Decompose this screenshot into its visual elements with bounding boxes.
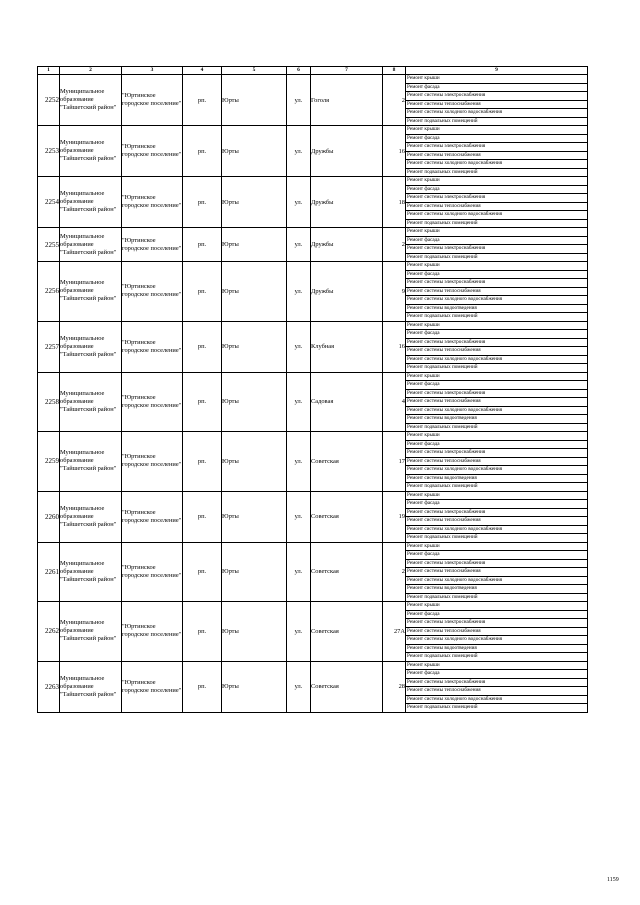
work-item: Ремонт системы электроснабжения xyxy=(406,619,587,628)
table-row xyxy=(38,491,588,542)
work-item: Ремонт фасада xyxy=(406,271,587,280)
row-number: 2261 xyxy=(38,542,60,602)
work-item: Ремонт подвальных помещений xyxy=(407,253,478,260)
street-type: ул. xyxy=(287,177,311,228)
locality-name: Юрты xyxy=(222,491,287,542)
row-number: 2262 xyxy=(38,602,60,662)
street-type: ул. xyxy=(287,372,311,432)
street-type: ул. xyxy=(287,602,311,662)
work-item: Ремонт крыши xyxy=(406,492,587,501)
row-number: 2252 xyxy=(38,75,60,126)
work-item: Ремонт системы теплоснабжения xyxy=(406,101,587,110)
work-item: Ремонт подвальных помещений xyxy=(407,117,478,124)
work-item: Ремонт системы электроснабжения xyxy=(406,679,587,688)
locality-name: Юрты xyxy=(222,126,287,177)
street-type: ул. xyxy=(287,126,311,177)
work-item: Ремонт системы электроснабжения xyxy=(406,509,587,518)
street-name: Советская xyxy=(311,542,383,602)
municipality: Муниципальное образование "Тайшетский район" xyxy=(60,321,122,372)
row-number: 2260 xyxy=(38,491,60,542)
work-item: Ремонт крыши xyxy=(406,543,587,552)
works-list xyxy=(406,75,588,126)
col-header: 2 xyxy=(60,67,122,75)
work-item: Ремонт системы теплоснабжения xyxy=(406,687,587,696)
table-row xyxy=(38,75,588,126)
street-name: Дружбы xyxy=(311,177,383,228)
work-item: Ремонт фасада xyxy=(406,237,587,246)
work-item: Ремонт системы электроснабжения xyxy=(406,390,587,399)
work-item: Ремонт фасада xyxy=(406,381,587,390)
municipality: Муниципальное образование "Тайшетский район" xyxy=(60,372,122,432)
street-name: Дружбы xyxy=(311,262,383,322)
locality-type: рп. xyxy=(183,228,222,262)
works-list xyxy=(406,661,588,712)
house-number: 2 xyxy=(383,228,406,262)
col-header: 5 xyxy=(222,67,287,75)
locality-type: рп. xyxy=(183,262,222,322)
work-item: Ремонт крыши xyxy=(406,432,587,441)
work-item: Ремонт системы электроснабжения xyxy=(406,194,587,203)
house-number: 17 xyxy=(383,432,406,492)
locality-type: рп. xyxy=(183,75,222,126)
settlement: "Юртинское городское поселение" xyxy=(122,602,183,662)
settlement: "Юртинское городское поселение" xyxy=(122,432,183,492)
work-item: Ремонт системы электроснабжения xyxy=(406,245,587,254)
street-name: Садовая xyxy=(311,372,383,432)
municipality: Муниципальное образование "Тайшетский район" xyxy=(60,542,122,602)
work-item: Ремонт системы теплоснабжения xyxy=(406,458,587,467)
work-item: Ремонт системы водоотведения xyxy=(406,305,587,314)
row-number: 2256 xyxy=(38,262,60,322)
capital-repair-table xyxy=(37,66,588,713)
locality-type: рп. xyxy=(183,372,222,432)
settlement: "Юртинское городское поселение" xyxy=(122,126,183,177)
street-type: ул. xyxy=(287,75,311,126)
work-item: Ремонт системы холодного водоснабжения xyxy=(406,466,587,475)
col-header: 8 xyxy=(383,67,406,75)
works-list xyxy=(406,262,588,322)
work-item: Ремонт крыши xyxy=(406,262,587,271)
work-item: Ремонт системы теплоснабжения xyxy=(406,152,587,161)
municipality: Муниципальное образование "Тайшетский район" xyxy=(60,126,122,177)
work-item: Ремонт системы теплоснабжения xyxy=(406,288,587,297)
table-row xyxy=(38,126,588,177)
municipality: Муниципальное образование "Тайшетский район" xyxy=(60,661,122,712)
work-item: Ремонт системы водоотведения xyxy=(406,585,587,594)
work-item: Ремонт фасада xyxy=(406,330,587,339)
work-item: Ремонт системы холодного водоснабжения xyxy=(406,296,587,305)
street-type: ул. xyxy=(287,661,311,712)
work-item: Ремонт фасада xyxy=(406,551,587,560)
locality-type: рп. xyxy=(183,491,222,542)
work-item: Ремонт системы теплоснабжения xyxy=(406,203,587,212)
row-number: 2257 xyxy=(38,321,60,372)
work-item: Ремонт крыши xyxy=(406,322,587,331)
locality-type: рп. xyxy=(183,177,222,228)
table-row xyxy=(38,321,588,372)
col-header: 1 xyxy=(38,67,60,75)
table-row xyxy=(38,228,588,262)
table-row xyxy=(38,372,588,432)
street-name: Советская xyxy=(311,661,383,712)
work-item: Ремонт фасада xyxy=(406,84,587,93)
work-item: Ремонт системы холодного водоснабжения xyxy=(406,211,587,220)
works-list xyxy=(406,177,588,228)
col-header: 9 xyxy=(406,67,588,75)
settlement: "Юртинское городское поселение" xyxy=(122,372,183,432)
row-number: 2254 xyxy=(38,177,60,228)
work-item: Ремонт фасада xyxy=(406,441,587,450)
house-number: 4 xyxy=(383,372,406,432)
work-item: Ремонт подвальных помещений xyxy=(407,704,478,710)
work-item: Ремонт крыши xyxy=(406,602,587,611)
work-item: Ремонт крыши xyxy=(406,662,587,671)
works-list xyxy=(406,228,588,262)
table-row xyxy=(38,602,588,662)
work-item: Ремонт системы электроснабжения xyxy=(406,279,587,288)
municipality: Муниципальное образование "Тайшетский район" xyxy=(60,602,122,662)
works-list xyxy=(406,432,588,492)
settlement: "Юртинское городское поселение" xyxy=(122,262,183,322)
work-item: Ремонт фасада xyxy=(406,611,587,620)
settlement: "Юртинское городское поселение" xyxy=(122,177,183,228)
work-item: Ремонт системы электроснабжения xyxy=(406,92,587,101)
works-list xyxy=(406,491,588,542)
row-number: 2263 xyxy=(38,661,60,712)
locality-type: рп. xyxy=(183,661,222,712)
work-item: Ремонт подвальных помещений xyxy=(407,534,478,540)
work-item: Ремонт системы холодного водоснабжения xyxy=(406,160,587,169)
work-item: Ремонт системы теплоснабжения xyxy=(406,517,587,526)
locality-name: Юрты xyxy=(222,542,287,602)
row-number: 2255 xyxy=(38,228,60,262)
street-name: Клубная xyxy=(311,321,383,372)
table-row xyxy=(38,661,588,712)
locality-type: рп. xyxy=(183,432,222,492)
work-item: Ремонт системы теплоснабжения xyxy=(406,628,587,637)
work-item: Ремонт подвальных помещений xyxy=(407,313,478,319)
work-item: Ремонт системы холодного водоснабжения xyxy=(406,407,587,416)
work-item: Ремонт фасада xyxy=(406,670,587,679)
settlement: "Юртинское городское поселение" xyxy=(122,542,183,602)
locality-type: рп. xyxy=(183,126,222,177)
street-type: ул. xyxy=(287,262,311,322)
municipality: Муниципальное образование "Тайшетский район" xyxy=(60,228,122,262)
work-item: Ремонт крыши xyxy=(406,126,587,135)
work-item: Ремонт системы теплоснабжения xyxy=(406,347,587,356)
work-item: Ремонт крыши xyxy=(406,373,587,382)
settlement: "Юртинское городское поселение" xyxy=(122,321,183,372)
work-item: Ремонт системы холодного водоснабжения xyxy=(406,577,587,586)
locality-name: Юрты xyxy=(222,602,287,662)
street-name: Дружбы xyxy=(311,126,383,177)
work-item: Ремонт системы электроснабжения xyxy=(406,339,587,348)
street-type: ул. xyxy=(287,321,311,372)
locality-name: Юрты xyxy=(222,75,287,126)
work-item: Ремонт подвальных помещений xyxy=(407,423,478,430)
works-list xyxy=(406,602,588,662)
table-row xyxy=(38,177,588,228)
work-item: Ремонт системы электроснабжения xyxy=(406,449,587,458)
work-item: Ремонт фасада xyxy=(406,186,587,195)
table-row xyxy=(38,432,588,492)
locality-type: рп. xyxy=(183,321,222,372)
street-type: ул. xyxy=(287,491,311,542)
work-item: Ремонт подвальных помещений xyxy=(407,593,478,600)
locality-name: Юрты xyxy=(222,372,287,432)
municipality: Муниципальное образование "Тайшетский район" xyxy=(60,177,122,228)
locality-name: Юрты xyxy=(222,177,287,228)
work-item: Ремонт подвальных помещений xyxy=(407,219,478,226)
settlement: "Юртинское городское поселение" xyxy=(122,491,183,542)
work-item: Ремонт подвальных помещений xyxy=(407,364,478,370)
locality-name: Юрты xyxy=(222,228,287,262)
col-header: 7 xyxy=(311,67,383,75)
street-type: ул. xyxy=(287,228,311,262)
works-list xyxy=(406,321,588,372)
col-header: 4 xyxy=(183,67,222,75)
locality-name: Юрты xyxy=(222,432,287,492)
locality-name: Юрты xyxy=(222,262,287,322)
locality-type: рп. xyxy=(183,602,222,662)
municipality: Муниципальное образование "Тайшетский район" xyxy=(60,75,122,126)
header-row xyxy=(38,67,588,75)
work-item: Ремонт крыши xyxy=(406,177,587,186)
municipality: Муниципальное образование "Тайшетский район" xyxy=(60,262,122,322)
street-type: ул. xyxy=(287,542,311,602)
table-row xyxy=(38,542,588,602)
work-item: Ремонт системы холодного водоснабжения xyxy=(406,356,587,365)
locality-name: Юрты xyxy=(222,321,287,372)
row-number: 2258 xyxy=(38,372,60,432)
col-header: 6 xyxy=(287,67,311,75)
settlement: "Юртинское городское поселение" xyxy=(122,661,183,712)
work-item: Ремонт системы водоотведения xyxy=(406,645,587,654)
work-item: Ремонт системы холодного водоснабжения xyxy=(406,526,587,535)
work-item: Ремонт фасада xyxy=(406,135,587,144)
works-list xyxy=(406,372,588,432)
works-list xyxy=(406,126,588,177)
work-item: Ремонт системы электроснабжения xyxy=(406,143,587,152)
work-item: Ремонт системы холодного водоснабжения xyxy=(406,636,587,645)
work-item: Ремонт системы водоотведения xyxy=(406,415,587,424)
street-name: Гоголя xyxy=(311,75,383,126)
house-number: 9 xyxy=(383,262,406,322)
work-item: Ремонт подвальных помещений xyxy=(407,653,478,659)
table-row xyxy=(38,262,588,322)
street-name: Советская xyxy=(311,491,383,542)
page-number: 1159 xyxy=(607,877,619,883)
house-number: 16 xyxy=(383,321,406,372)
street-name: Советская xyxy=(311,432,383,492)
street-name: Советская xyxy=(311,602,383,662)
municipality: Муниципальное образование "Тайшетский район" xyxy=(60,491,122,542)
house-number: 2 xyxy=(383,542,406,602)
house-number: 18 xyxy=(383,177,406,228)
work-item: Ремонт системы холодного водоснабжения xyxy=(406,696,587,705)
work-item: Ремонт подвальных помещений xyxy=(407,168,478,175)
work-item: Ремонт системы холодного водоснабжения xyxy=(406,109,587,118)
row-number: 2259 xyxy=(38,432,60,492)
work-item: Ремонт крыши xyxy=(406,228,587,237)
work-item: Ремонт фасада xyxy=(406,500,587,509)
house-number: 19 xyxy=(383,491,406,542)
house-number: 16 xyxy=(383,126,406,177)
locality-type: рп. xyxy=(183,542,222,602)
municipality: Муниципальное образование "Тайшетский район" xyxy=(60,432,122,492)
work-item: Ремонт системы теплоснабжения xyxy=(406,398,587,407)
row-number: 2253 xyxy=(38,126,60,177)
work-item: Ремонт подвальных помещений xyxy=(407,483,478,489)
locality-name: Юрты xyxy=(222,661,287,712)
col-header: 3 xyxy=(122,67,183,75)
settlement: "Юртинское городское поселение" xyxy=(122,228,183,262)
work-item: Ремонт системы электроснабжения xyxy=(406,560,587,569)
street-type: ул. xyxy=(287,432,311,492)
works-list xyxy=(406,542,588,602)
street-name: Дружбы xyxy=(311,228,383,262)
house-number: 27А xyxy=(383,602,406,662)
house-number: 2 xyxy=(383,75,406,126)
house-number: 28 xyxy=(383,661,406,712)
work-item: Ремонт крыши xyxy=(406,75,587,84)
work-item: Ремонт системы теплоснабжения xyxy=(406,568,587,577)
work-item: Ремонт системы водоотведения xyxy=(406,475,587,484)
settlement: "Юртинское городское поселение" xyxy=(122,75,183,126)
register-sheet xyxy=(37,66,588,713)
